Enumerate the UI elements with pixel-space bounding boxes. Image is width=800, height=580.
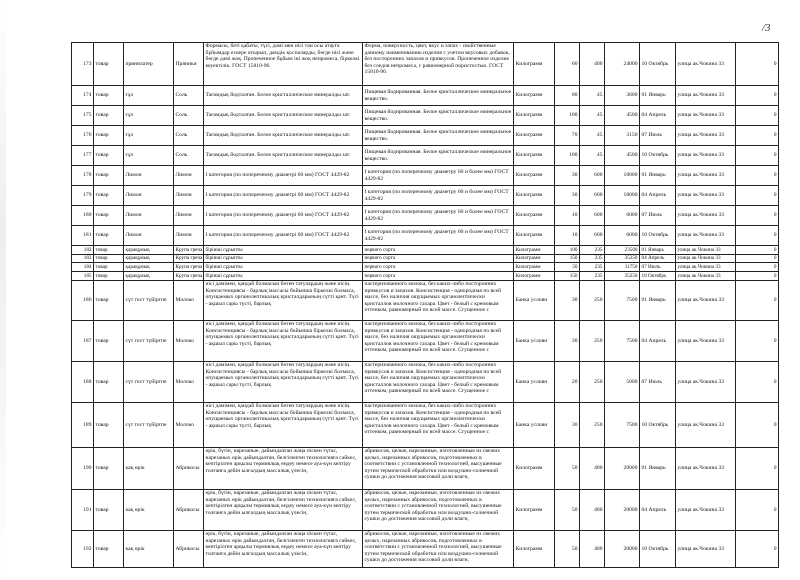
- advance-percent-cell: 0: [736, 106, 779, 126]
- sum-cell: 20000: [605, 531, 640, 568]
- delivery-date-cell: 10 Октябрь: [640, 43, 676, 86]
- advance-percent-cell: 0: [736, 448, 779, 490]
- description-kz-cell: иісі дәмімен, қандай болмасын бөтен татулардың және иісің. Консистенциясы - барлық массасы бойынша біркелкі болмаса, опущаемых органолептикалық кристалдарының сүтті қант. Түсі - ақшыл сары түсті, барлық: [204, 362, 363, 403]
- quantity-cell: 30: [555, 281, 580, 321]
- row-type-cell: товар: [94, 146, 124, 166]
- name-kz-cell: Лимон: [124, 186, 174, 206]
- row-number-cell: 186: [72, 281, 94, 321]
- advance-percent-cell: 0: [736, 362, 779, 403]
- row-number-cell: 173: [72, 43, 94, 86]
- name-ru-cell: Соль: [174, 146, 204, 166]
- row-type-cell: товар: [94, 126, 124, 146]
- description-kz-cell: Тағамдық йодталған. Белое кристаллическое минералды зат.: [204, 86, 363, 106]
- advance-percent-cell: 0: [736, 403, 779, 448]
- sum-cell: 7500: [605, 281, 640, 321]
- unit-cell: Килограмм: [514, 106, 555, 126]
- row-number-cell: 188: [72, 362, 94, 403]
- row-type-cell: товар: [94, 321, 124, 362]
- row-type-cell: товар: [94, 271, 124, 281]
- unit-cell: Килограмм: [514, 263, 555, 272]
- table-row: [72, 86, 779, 106]
- row-type-cell: товар: [94, 106, 124, 126]
- price-cell: 600: [580, 226, 605, 246]
- price-cell: 235: [580, 271, 605, 281]
- description-kz-cell: иісі дәмімен, қандай болмасын бөтен татулардың және иісің. Консистенциясы - барлық массасы бойынша біркелкі болмаса, опущаемых органолептикалық кристалдарының сүтті қант. Түсі - ақшыл сары түсті, барлық: [204, 403, 363, 448]
- unit-cell: Килограмм: [514, 226, 555, 246]
- unit-cell: Килограмм: [514, 206, 555, 226]
- name-ru-cell: Пряники: [174, 43, 204, 86]
- delivery-date-cell: 07 Июль: [640, 206, 676, 226]
- sum-cell: 24000: [605, 43, 640, 86]
- name-kz-cell: тұз: [124, 106, 174, 126]
- description-ru-cell: пастеризованного молока, без каких-либо посторонних привкусов и запахов. Консистенция - однородная по всей массе, без наличия ощущаемых органолептически кристаллов молочного сахара. Цвет - белый с кремовым оттенком, равномерный по всей массе. Сгущенное с: [363, 321, 514, 362]
- table-row: [72, 490, 779, 531]
- row-number-cell: 184: [72, 263, 94, 272]
- unit-cell: Килограмм: [514, 246, 555, 255]
- name-kz-cell: сүт гост түйіртпе: [124, 321, 174, 362]
- unit-cell: Килограмм: [514, 531, 555, 568]
- description-ru-cell: Пищевая йодированная. Белое кристаллическое минеральное вещество.: [363, 106, 514, 126]
- advance-percent-cell: 0: [736, 321, 779, 362]
- unit-cell: Килограмм: [514, 448, 555, 490]
- quantity-cell: 100: [555, 246, 580, 255]
- sum-cell: 6000: [605, 226, 640, 246]
- name-kz-cell: сүт гост түйіртпе: [124, 362, 174, 403]
- delivery-date-cell: 10 Октябрь: [640, 271, 676, 281]
- scan-edge-shadow: [0, 0, 6, 580]
- price-cell: 400: [580, 490, 605, 531]
- name-ru-cell: Крупа греча: [175, 263, 203, 270]
- quantity-cell: 150: [555, 271, 580, 281]
- table-row: [72, 271, 779, 281]
- advance-percent-cell: 0: [736, 531, 779, 568]
- row-number-cell: 175: [72, 106, 94, 126]
- row-number-cell: 181: [72, 226, 94, 246]
- row-type-cell: товар: [94, 448, 124, 490]
- unit-cell: Килограмм: [514, 166, 555, 186]
- table-row: [72, 166, 779, 186]
- row-number-cell: 178: [72, 166, 94, 186]
- unit-cell: Килограмм: [514, 271, 555, 281]
- sum-cell: 3150: [605, 126, 640, 146]
- delivery-address-cell: улица ак.Чокина 33: [676, 43, 736, 86]
- delivery-date-cell: 04 Апрель: [640, 106, 676, 126]
- sum-cell: 18000: [605, 186, 640, 206]
- sum-cell: 35250: [605, 271, 640, 281]
- delivery-address-cell: улица ак.Чокина 33: [676, 206, 736, 226]
- row-number-cell: 185: [72, 271, 94, 281]
- quantity-cell: 30: [555, 403, 580, 448]
- sum-cell: 18000: [605, 166, 640, 186]
- table-row: [72, 186, 779, 206]
- sum-cell: 3600: [605, 86, 640, 106]
- price-cell: 600: [580, 186, 605, 206]
- description-kz-cell: Формасы, беті қабаты, түсі, дәмі мен иісі тан осы атауға бұйымдар ескере отырып, дәмдік қоспаларды, бөгде иісі және бөгде дәмі жоқ. Пропеченное бұйым іні жоқ непромеса, біркелкі кеуектілік. ГОСТ 15810-96.: [204, 43, 363, 86]
- quantity-cell: 30: [555, 186, 580, 206]
- row-type-cell: товар: [94, 86, 124, 106]
- delivery-address-cell: улица ак.Чокина 33: [676, 362, 736, 403]
- sum-cell: 11750: [605, 263, 640, 272]
- sum-cell: 4500: [605, 106, 640, 126]
- table-row: [72, 43, 779, 86]
- description-kz-cell: I категория (по поперечному диаметрі 60 мм) ГОСТ 4429-82: [204, 186, 363, 206]
- row-number-cell: 190: [72, 448, 94, 490]
- row-type-cell: товар: [94, 254, 124, 263]
- unit-cell: Килограмм: [514, 186, 555, 206]
- sum-cell: 5000: [605, 362, 640, 403]
- name-kz-cell: кақ өрік: [124, 531, 174, 568]
- description-ru-cell: пастеризованного молока, без каких-либо посторонних привкусов и запахов. Консистенция - однородная по всей массе, без наличия ощущаемых органолептически кристаллов молочного сахара. Цвет - белый с кремовым оттенком, равномерный по всей массе. Сгущенное с: [363, 403, 514, 448]
- row-type-cell: товар: [94, 362, 124, 403]
- delivery-address-cell: улица ак.Чокина 33: [676, 166, 736, 186]
- delivery-address-cell: улица ак.Чокина 33: [676, 321, 736, 362]
- unit-cell: Килограмм: [514, 86, 555, 106]
- quantity-cell: 60: [555, 43, 580, 86]
- row-type-cell: товар: [94, 166, 124, 186]
- row-type-cell: товар: [94, 186, 124, 206]
- quantity-cell: 50: [555, 531, 580, 568]
- table-row: [72, 362, 779, 403]
- delivery-address-cell: улица ак.Чокина 33: [676, 146, 736, 166]
- delivery-date-cell: 10 Октябрь: [640, 146, 676, 166]
- description-ru-cell: I категория (по поперечному диаметру 60 и более мм) ГОСТ 4429-82: [363, 186, 514, 206]
- row-type-cell: товар: [94, 281, 124, 321]
- delivery-date-cell: 07 Июль: [640, 263, 676, 272]
- row-type-cell: товар: [94, 246, 124, 255]
- name-ru-cell: Абрикосы: [174, 490, 204, 531]
- description-kz-cell: өрік, бүтін, нарезаные, дайындалған жаңа піскен түтас, нарезаных өрік дайындалған, белгіленген технологияға сәйкес, кептірілген арқылы термиялық өңдеу немесе ауа-күн кептіру толғанға дейін ылғалдың массалық үлесін,: [204, 490, 363, 531]
- advance-percent-cell: 0: [736, 226, 779, 246]
- name-ru-cell: Соль: [174, 126, 204, 146]
- delivery-address-cell: улица ак.Чокина 33: [676, 226, 736, 246]
- quantity-cell: 100: [555, 106, 580, 126]
- row-type-cell: товар: [94, 403, 124, 448]
- table-row: [72, 263, 779, 272]
- name-ru-cell: Молоко: [174, 321, 204, 362]
- delivery-address-cell: улица ак.Чокина 33: [676, 490, 736, 531]
- delivery-date-cell: 10 Октябрь: [640, 226, 676, 246]
- description-ru-cell: I категория (по поперечному диаметру 60 и более мм) ГОСТ 4429-82: [363, 166, 514, 186]
- price-cell: 400: [580, 531, 605, 568]
- delivery-address-cell: улица ак.Чокина 33: [676, 246, 736, 255]
- table-row: [72, 106, 779, 126]
- price-cell: 45: [580, 126, 605, 146]
- description-ru-cell: абрикосов, целые, нарезанные, изготовленные из свежих целых, нарезанных абрикосов, подготовленных в соответствии с установленной технологией, высушенные путем термической обработки или воздушно-солнечной сушки до достижения массовой доли влаги,: [363, 531, 514, 568]
- unit-cell: Банка условн: [514, 403, 555, 448]
- quantity-cell: 80: [555, 86, 580, 106]
- price-cell: 235: [580, 246, 605, 255]
- description-kz-cell: бірінші сұрыпты: [204, 263, 363, 272]
- price-cell: 45: [580, 106, 605, 126]
- row-type-cell: товар: [94, 490, 124, 531]
- quantity-cell: 70: [555, 126, 580, 146]
- name-kz-cell: Лимон: [124, 226, 174, 246]
- advance-percent-cell: 0: [736, 186, 779, 206]
- name-kz-cell: тұз: [124, 86, 174, 106]
- description-ru-cell: абрикосов, целые, нарезанные, изготовленные из свежих целых, нарезанных абрикосов, подготовленных в соответствии с установленной технологией, высушенные путем термической обработки или воздушно-солнечной сушки до достижения массовой доли влаги,: [363, 448, 514, 490]
- description-kz-cell: иісі дәмімен, қандай болмасын бөтен татулардың және иісің. Консистенциясы - барлық массасы бойынша біркелкі болмаса, опущаемых органолептикалық кристалдарының сүтті қант. Түсі - ақшыл сары түсті, барлық: [204, 321, 363, 362]
- sum-cell: 35250: [605, 254, 640, 263]
- sum-cell: 23500: [605, 246, 640, 255]
- delivery-date-cell: 04 Апрель: [640, 490, 676, 531]
- delivery-address-cell: улица ак.Чокина 33: [676, 126, 736, 146]
- price-cell: 250: [580, 281, 605, 321]
- sum-cell: 4500: [605, 146, 640, 166]
- name-ru-cell: Абрикосы: [174, 448, 204, 490]
- delivery-address-cell: улица ак.Чокина 33: [676, 403, 736, 448]
- advance-percent-cell: 0: [736, 490, 779, 531]
- name-kz-cell: сүт гост түйіртпе: [124, 403, 174, 448]
- name-ru-cell: Соль: [174, 106, 204, 126]
- row-number-cell: 176: [72, 126, 94, 146]
- delivery-address-cell: улица ак.Чокина 33: [676, 281, 736, 321]
- description-kz-cell: Тағамдық йодталған. Белое кристаллическое минералды зат.: [204, 126, 363, 146]
- quantity-cell: 10: [555, 226, 580, 246]
- price-cell: 600: [580, 206, 605, 226]
- sum-cell: 7500: [605, 321, 640, 362]
- advance-percent-cell: 0: [736, 86, 779, 106]
- delivery-date-cell: 10 Октябрь: [640, 403, 676, 448]
- delivery-date-cell: 01 Январь: [640, 166, 676, 186]
- table-row: [72, 254, 779, 263]
- name-ru-cell: Крупа греча: [175, 272, 203, 279]
- delivery-address-cell: улица ак.Чокина 33: [676, 186, 736, 206]
- advance-percent-cell: 0: [736, 146, 779, 166]
- name-kz-cell: қарақұмық: [124, 254, 174, 263]
- price-cell: 400: [580, 43, 605, 86]
- name-ru-cell: Лимон: [174, 186, 204, 206]
- name-kz-cell: кақ өрік: [124, 448, 174, 490]
- sum-cell: 7500: [605, 403, 640, 448]
- price-cell: 45: [580, 146, 605, 166]
- table-row: [72, 321, 779, 362]
- unit-cell: Килограмм: [514, 490, 555, 531]
- row-number-cell: 179: [72, 186, 94, 206]
- description-kz-cell: I категория (по поперечному диаметрі 60 мм) ГОСТ 4429-82: [204, 206, 363, 226]
- name-ru-cell: Крупа греча: [175, 246, 203, 253]
- table-body: [72, 43, 779, 568]
- description-kz-cell: бірінші сұрыпты: [204, 246, 363, 255]
- description-ru-cell: I категория (по поперечному диаметру 60 и более мм) ГОСТ 4429-82: [363, 206, 514, 226]
- name-kz-cell: кақ өрік: [124, 490, 174, 531]
- advance-percent-cell: 0: [736, 206, 779, 226]
- description-kz-cell: бірінші сұрыпты: [204, 271, 363, 281]
- delivery-date-cell: 07 Июль: [640, 126, 676, 146]
- price-cell: 235: [580, 263, 605, 272]
- delivery-date-cell: 01 Январь: [640, 448, 676, 490]
- description-ru-cell: первого сорта: [363, 254, 514, 263]
- description-ru-cell: пастеризованного молока, без каких-либо посторонних привкусов и запахов. Консистенция - однородная по всей массе, без наличия ощущаемых органолептически кристаллов молочного сахара. Цвет - белый с кремовым оттенком, равномерный по всей массе. Сгущенное с: [363, 362, 514, 403]
- price-cell: 250: [580, 403, 605, 448]
- advance-percent-cell: 0: [736, 43, 779, 86]
- name-kz-cell: сүт гост түйіртпе: [124, 281, 174, 321]
- description-kz-cell: Тағамдық йодталған. Белое кристаллическое минералды зат.: [204, 146, 363, 166]
- table-row: [72, 403, 779, 448]
- unit-cell: Килограмм: [514, 146, 555, 166]
- advance-percent-cell: 0: [736, 281, 779, 321]
- advance-percent-cell: 0: [736, 126, 779, 146]
- name-kz-cell: тұз: [124, 146, 174, 166]
- advance-percent-cell: 0: [736, 254, 779, 263]
- name-ru-cell: Лимон: [174, 166, 204, 186]
- row-number-cell: 183: [72, 254, 94, 263]
- name-ru-cell: Молоко: [174, 281, 204, 321]
- row-type-cell: товар: [94, 263, 124, 272]
- delivery-address-cell: улица ак.Чокина 33: [676, 263, 736, 272]
- name-ru-cell: Молоко: [174, 362, 204, 403]
- quantity-cell: 10: [555, 206, 580, 226]
- table-row: [72, 126, 779, 146]
- description-kz-cell: I категория (по поперечному диаметрі 60 мм) ГОСТ 4429-82: [204, 166, 363, 186]
- name-ru-cell: Крупа греча: [175, 255, 203, 262]
- row-number-cell: 187: [72, 321, 94, 362]
- description-ru-cell: Пищевая йодированная. Белое кристаллическое минеральное вещество.: [363, 146, 514, 166]
- name-kz-cell: Лимон: [124, 206, 174, 226]
- quantity-cell: 50: [555, 448, 580, 490]
- sum-cell: 20000: [605, 490, 640, 531]
- row-number-cell: 182: [72, 246, 94, 255]
- unit-cell: Банка условн: [514, 321, 555, 362]
- name-kz-cell: қарақұмық: [124, 271, 174, 281]
- advance-percent-cell: 0: [736, 246, 779, 255]
- advance-percent-cell: 0: [736, 263, 779, 272]
- name-ru-cell: Молоко: [174, 403, 204, 448]
- unit-cell: Килограмм: [514, 43, 555, 86]
- row-number-cell: 189: [72, 403, 94, 448]
- unit-cell: Килограмм: [514, 126, 555, 146]
- description-kz-cell: өрік, бүтін, нарезаные, дайындалған жаңа піскен түтас, нарезаных өрік дайындалған, белгіленген технологияға сәйкес, кептірілген арқылы термиялық өңдеу немесе ауа-күн кептіру толғанға дейін ылғалдың массалық үлесін,: [204, 531, 363, 568]
- description-kz-cell: иісі дәмімен, қандай болмасын бөтен татулардың және иісің. Консистенциясы - барлық массасы бойынша біркелкі болмаса, опущаемых органолептикалық кристалдарының сүтті қант. Түсі - ақшыл сары түсті, барлық: [204, 281, 363, 321]
- delivery-date-cell: 10 Октябрь: [640, 531, 676, 568]
- description-kz-cell: Тағамдық йодталған. Белое кристаллическое минералды зат.: [204, 106, 363, 126]
- unit-cell: Килограмм: [514, 254, 555, 263]
- description-ru-cell: Форма, поверхность, цвет, вкус и запах - свойственные данному наименованию изделия с учетом вкусовых добавок, без посторонних запахов и привкусов. Пропеченное изделие без следов непромеса, с равномерной пористостью. ГОСТ 15810-96.: [363, 43, 514, 86]
- price-cell: 400: [580, 448, 605, 490]
- row-type-cell: товар: [94, 531, 124, 568]
- row-number-cell: 177: [72, 146, 94, 166]
- description-ru-cell: пастеризованного молока, без каких-либо посторонних привкусов и запахов. Консистенция - однородная по всей массе, без наличия ощущаемых органолептически кристаллов молочного сахара. Цвет - белый с кремовым оттенком, равномерный по всей массе. Сгущенное с: [363, 281, 514, 321]
- quantity-cell: 50: [555, 263, 580, 272]
- description-ru-cell: первого сорта: [363, 246, 514, 255]
- delivery-date-cell: 01 Январь: [640, 281, 676, 321]
- table-row: [72, 146, 779, 166]
- table-row: [72, 531, 779, 568]
- description-ru-cell: абрикосов, целые, нарезанные, изготовленные из свежих целых, нарезанных абрикосов, подготовленных в соответствии с установленной технологией, высушенные путем термической обработки или воздушно-солнечной сушки до достижения массовой доли влаги,: [363, 490, 514, 531]
- description-ru-cell: первого сорта: [363, 263, 514, 272]
- description-ru-cell: Пищевая йодированная. Белое кристаллическое минеральное вещество.: [363, 126, 514, 146]
- name-ru-cell: Лимон: [174, 206, 204, 226]
- delivery-address-cell: улица ак.Чокина 33: [676, 531, 736, 568]
- row-number-cell: 191: [72, 490, 94, 531]
- name-ru-cell: Абрикосы: [174, 531, 204, 568]
- name-ru-cell: Соль: [174, 86, 204, 106]
- procurement-table: [71, 42, 779, 568]
- table-row: [72, 281, 779, 321]
- row-type-cell: товар: [94, 43, 124, 86]
- quantity-cell: 20: [555, 362, 580, 403]
- delivery-address-cell: улица ак.Чокина 33: [676, 254, 736, 263]
- sum-cell: 20000: [605, 448, 640, 490]
- price-cell: 45: [580, 86, 605, 106]
- row-number-cell: 174: [72, 86, 94, 106]
- sum-cell: 6000: [605, 206, 640, 226]
- table-row: [72, 226, 779, 246]
- advance-percent-cell: 0: [736, 271, 779, 281]
- quantity-cell: 30: [555, 321, 580, 362]
- row-number-cell: 180: [72, 206, 94, 226]
- delivery-date-cell: 07 Июль: [640, 362, 676, 403]
- unit-cell: Банка условн: [514, 281, 555, 321]
- name-ru-cell: Лимон: [174, 226, 204, 246]
- delivery-address-cell: улица ак.Чокина 33: [676, 271, 736, 281]
- unit-cell: Банка условн: [514, 362, 555, 403]
- name-kz-cell: қарақұмық: [124, 246, 174, 255]
- row-type-cell: товар: [94, 226, 124, 246]
- row-number-cell: 192: [72, 531, 94, 568]
- delivery-date-cell: 01 Январь: [640, 86, 676, 106]
- delivery-address-cell: улица ак.Чокина 33: [676, 106, 736, 126]
- description-kz-cell: өрік, бүтін, нарезаные, дайындалған жаңа піскен түтас, нарезаных өрік дайындалған, белгіленген технологияға сәйкес, кептірілген арқылы термиялық өңдеу немесе ауа-күн кептіру толғанға дейін ылғалдың массалық үлесін,: [204, 448, 363, 490]
- price-cell: 235: [580, 254, 605, 263]
- name-kz-cell: Лимон: [124, 166, 174, 186]
- delivery-date-cell: 04 Апрель: [640, 321, 676, 362]
- quantity-cell: 150: [555, 254, 580, 263]
- table-row: [72, 448, 779, 490]
- price-cell: 250: [580, 321, 605, 362]
- name-kz-cell: қарақұмық: [124, 263, 174, 272]
- description-ru-cell: I категория (по поперечному диаметру 60 и более мм) ГОСТ 4429-82: [363, 226, 514, 246]
- quantity-cell: 50: [555, 490, 580, 531]
- delivery-date-cell: 01 Январь: [640, 246, 676, 255]
- quantity-cell: 100: [555, 146, 580, 166]
- price-cell: 600: [580, 166, 605, 186]
- delivery-date-cell: 04 Апрель: [640, 186, 676, 206]
- delivery-address-cell: улица ак.Чокина 33: [676, 86, 736, 106]
- table-row: [72, 206, 779, 226]
- delivery-date-cell: 04 Апрель: [640, 254, 676, 263]
- description-kz-cell: бірінші сұрыпты: [204, 254, 363, 263]
- delivery-address-cell: улица ак.Чокина 33: [676, 448, 736, 490]
- name-kz-cell: тұз: [124, 126, 174, 146]
- advance-percent-cell: 0: [736, 166, 779, 186]
- row-type-cell: товар: [94, 206, 124, 226]
- page-number-mark: /3: [762, 22, 771, 34]
- quantity-cell: 30: [555, 166, 580, 186]
- description-kz-cell: I категория (по поперечному диаметрі 60 мм) ГОСТ 4429-82: [204, 226, 363, 246]
- description-ru-cell: Пищевая йодированная. Белое кристаллическое минеральное вещество.: [363, 86, 514, 106]
- description-ru-cell: первого сорта: [363, 271, 514, 281]
- name-kz-cell: прянилатер: [124, 43, 174, 86]
- table-row: [72, 246, 779, 255]
- price-cell: 250: [580, 362, 605, 403]
